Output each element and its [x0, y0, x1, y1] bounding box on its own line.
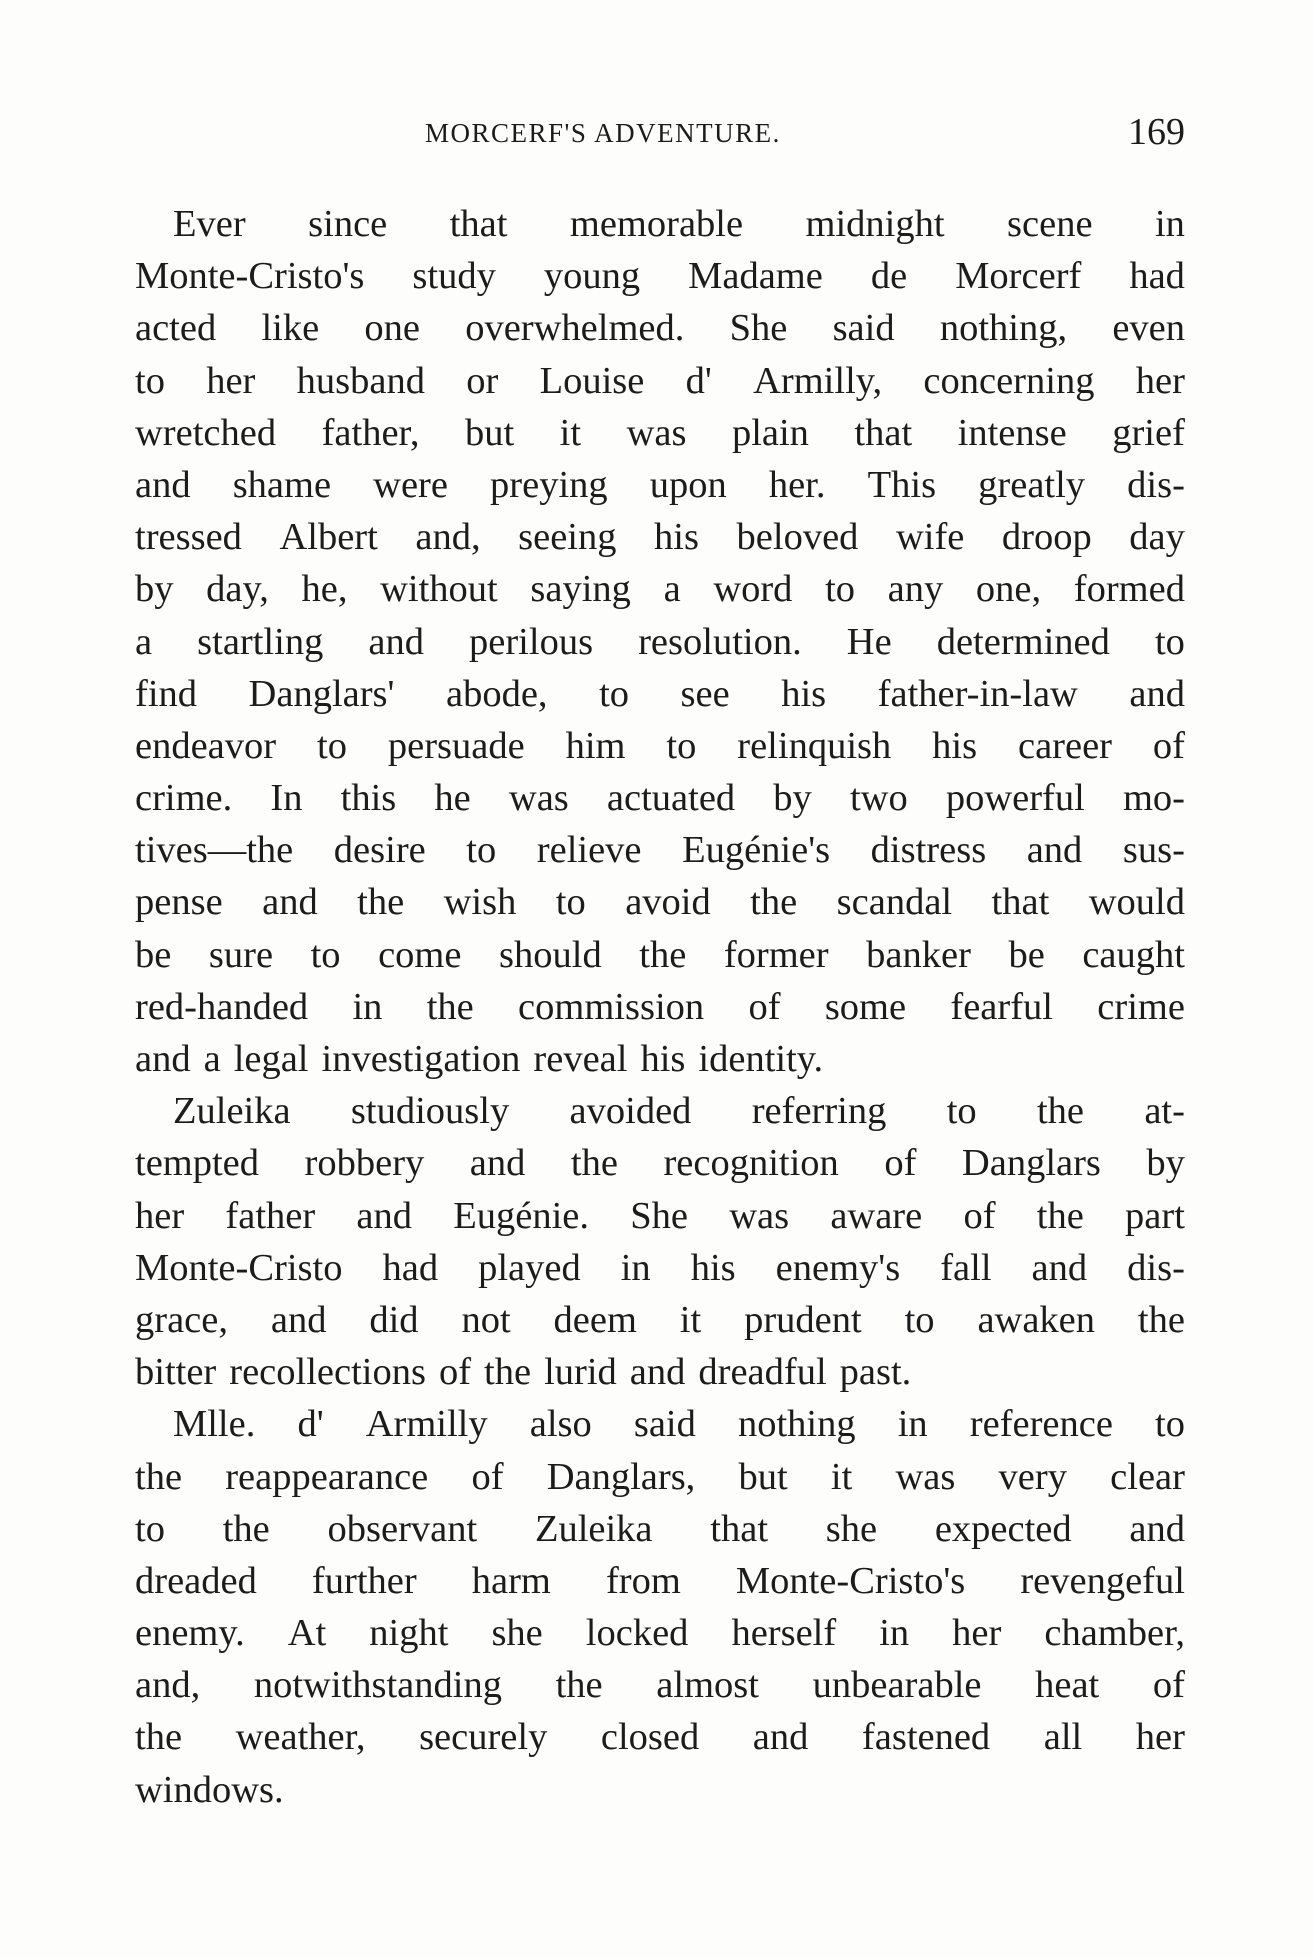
word: powerful: [945, 777, 1085, 820]
word: father-in-law: [877, 672, 1078, 715]
paragraph: [135, 1085, 1185, 1398]
word: night: [369, 1612, 449, 1655]
word: awaken: [977, 1298, 1096, 1341]
word: Monte-Cristo: [135, 1246, 343, 1289]
text-line: [135, 407, 1185, 459]
word: dis-: [1127, 1246, 1185, 1289]
word: the: [1036, 1090, 1084, 1133]
word: the: [750, 881, 798, 924]
word: in: [1154, 203, 1185, 245]
word: saying: [530, 568, 631, 611]
body-text: [135, 198, 1185, 1816]
word: father: [225, 1194, 316, 1237]
word: would: [1088, 881, 1185, 924]
word: to: [825, 568, 856, 611]
word: scandal: [836, 881, 953, 924]
word: of: [748, 985, 781, 1028]
word: the: [555, 1664, 603, 1707]
word: and: [1129, 1507, 1185, 1550]
word: the: [426, 985, 474, 1028]
word: father,: [321, 411, 420, 454]
text-line: [135, 250, 1185, 302]
word: Armilly,: [753, 359, 883, 402]
word: reveal: [533, 1038, 628, 1080]
word: relinquish: [737, 724, 892, 767]
word: concerning: [923, 359, 1095, 402]
word: day: [1129, 516, 1185, 559]
text-line: [135, 1033, 1185, 1085]
word: very: [998, 1455, 1067, 1498]
word: He: [846, 620, 892, 663]
word: formed: [1073, 568, 1185, 611]
text-line: [135, 1242, 1185, 1294]
word: to: [666, 724, 697, 767]
word: find: [135, 672, 198, 715]
text-line: [135, 198, 1185, 250]
text-line: [135, 772, 1185, 824]
word: was: [626, 411, 687, 454]
word: d': [297, 1403, 324, 1446]
word: tives—the: [135, 829, 294, 872]
word: by: [135, 568, 174, 611]
text-line: [135, 1190, 1185, 1242]
word: at-: [1144, 1090, 1185, 1133]
word: to: [135, 359, 165, 402]
word: the: [135, 1455, 183, 1498]
text-line: [135, 459, 1185, 511]
text-line: [135, 1085, 1185, 1137]
word: said: [832, 307, 895, 350]
word: memorable: [569, 203, 744, 245]
word: his: [932, 724, 978, 767]
word: abode,: [445, 672, 548, 715]
word: it: [830, 1455, 853, 1498]
word: also: [529, 1403, 592, 1446]
word: Danglars: [961, 1142, 1101, 1185]
word: her: [1135, 1716, 1185, 1759]
word: unbearable: [812, 1664, 982, 1707]
word: Albert: [279, 516, 378, 559]
text-line: [135, 720, 1185, 772]
word: seeing: [518, 516, 617, 559]
word: or: [466, 359, 499, 402]
word: from: [605, 1559, 681, 1602]
word: expected: [934, 1507, 1072, 1550]
word: a: [203, 1038, 221, 1080]
word: This: [867, 463, 937, 506]
word: of: [884, 1142, 917, 1185]
word: overwhelmed.: [465, 307, 685, 350]
word: to: [555, 881, 586, 924]
word: past.: [839, 1351, 912, 1394]
word: of: [1152, 1664, 1185, 1707]
text-line: [135, 1346, 1185, 1398]
word: desire: [333, 829, 426, 872]
word: Monte-Cristo's: [735, 1559, 966, 1602]
word: to: [904, 1298, 935, 1341]
word: to: [1154, 620, 1185, 663]
paragraph: [135, 198, 1185, 1085]
word: come: [378, 933, 462, 976]
word: that: [854, 411, 913, 454]
word: her: [206, 359, 256, 402]
word: plain: [731, 411, 809, 454]
word: tempted: [135, 1142, 260, 1185]
word: in: [352, 985, 383, 1028]
word: weather,: [235, 1716, 366, 1759]
word: had: [1129, 255, 1185, 298]
text-line: [135, 511, 1185, 563]
word: Zuleika: [173, 1090, 291, 1133]
word: nothing,: [939, 307, 1068, 350]
word: in: [620, 1246, 651, 1289]
word: the: [222, 1507, 270, 1550]
word: Armilly: [365, 1403, 488, 1446]
word: had: [382, 1246, 439, 1289]
word: did: [369, 1298, 419, 1341]
text-line: [135, 824, 1185, 876]
word: preying: [490, 463, 608, 506]
word: word: [713, 568, 793, 611]
word: a: [135, 620, 153, 663]
word: avoid: [625, 881, 711, 924]
running-title: MORCERF'S ADVENTURE.: [425, 118, 781, 148]
word: grace,: [135, 1298, 228, 1341]
word: to: [317, 724, 347, 767]
word: two: [849, 777, 908, 820]
word: clear: [1110, 1455, 1185, 1498]
word: but: [738, 1455, 788, 1498]
word: and: [1026, 829, 1083, 872]
text-line: [135, 929, 1185, 981]
word: all: [1043, 1716, 1083, 1759]
word: crime: [1097, 985, 1185, 1028]
text-line: [135, 1555, 1185, 1607]
word: should: [499, 933, 602, 976]
word: and: [356, 1194, 412, 1237]
word: and: [262, 881, 318, 924]
word: and: [1129, 672, 1185, 715]
word: Madame: [688, 255, 823, 298]
word: determined: [936, 620, 1110, 663]
word: her: [135, 1194, 185, 1237]
word: caught: [1082, 933, 1185, 976]
word: was: [729, 1194, 790, 1237]
text-line: [135, 1137, 1185, 1189]
text-line: [135, 981, 1185, 1033]
word: notwithstanding: [253, 1664, 502, 1707]
word: wretched: [135, 411, 277, 454]
word: it: [679, 1298, 702, 1341]
word: startling: [197, 620, 324, 663]
word: a: [663, 568, 681, 611]
word: day,: [206, 568, 269, 611]
word: fearful: [950, 985, 1053, 1028]
word: Morcerf: [955, 255, 1082, 298]
text-line: [135, 1659, 1185, 1711]
word: commission: [518, 985, 705, 1028]
word: red-handed: [135, 985, 309, 1028]
word: and: [469, 1142, 526, 1185]
word: Danglars,: [546, 1455, 696, 1498]
word: the: [484, 1351, 532, 1394]
word: her.: [768, 463, 826, 506]
word: young: [543, 255, 641, 298]
word: not: [461, 1298, 511, 1341]
word: her: [952, 1612, 1002, 1655]
word: fastened: [861, 1716, 991, 1759]
word: de: [870, 255, 908, 298]
word: locked: [585, 1612, 689, 1655]
word: Eugénie's: [682, 829, 831, 872]
word: and: [270, 1298, 327, 1341]
word: droop: [1001, 516, 1092, 559]
word: Ever: [173, 203, 246, 245]
text-line: [135, 1711, 1185, 1763]
word: it: [559, 411, 582, 454]
word: sus-: [1122, 829, 1185, 872]
word: perilous: [469, 620, 594, 663]
word: she: [825, 1507, 878, 1550]
word: his: [690, 1246, 736, 1289]
word: his: [781, 672, 827, 715]
word: resolution.: [638, 620, 802, 663]
word: to: [1155, 1403, 1185, 1446]
word: Louise: [539, 359, 645, 402]
word: him: [565, 724, 626, 767]
word: Mlle.: [173, 1403, 256, 1446]
word: of: [438, 1351, 472, 1394]
word: recollections: [229, 1351, 426, 1394]
word: career: [1018, 724, 1112, 767]
word: that: [991, 881, 1050, 924]
word: to: [466, 829, 497, 872]
text-line: [135, 1451, 1185, 1503]
word: Danglars': [248, 672, 395, 715]
word: one: [364, 307, 420, 350]
word: to: [135, 1507, 165, 1550]
word: She: [729, 307, 788, 350]
word: In: [270, 777, 303, 820]
word: herself: [731, 1612, 837, 1655]
word: further: [311, 1559, 417, 1602]
word: one,: [975, 568, 1042, 611]
word: tressed: [135, 516, 242, 559]
word: heat: [1035, 1664, 1100, 1707]
word: dis-: [1127, 463, 1185, 506]
word: and: [1031, 1246, 1088, 1289]
word: enemy's: [775, 1246, 901, 1289]
word: the: [570, 1142, 618, 1185]
word: dreadful: [698, 1351, 827, 1394]
word: he,: [301, 568, 348, 611]
word: aware: [830, 1194, 923, 1237]
word: actuated: [606, 777, 736, 820]
word: were: [373, 463, 448, 506]
word: Monte-Cristo's: [135, 255, 365, 298]
word: relieve: [536, 829, 642, 872]
word: she: [491, 1612, 543, 1655]
word: sure: [208, 933, 274, 976]
word: of: [963, 1194, 996, 1237]
word: reference: [969, 1403, 1113, 1446]
word: prudent: [744, 1298, 862, 1341]
word: said: [633, 1403, 696, 1446]
word: fall: [940, 1246, 992, 1289]
word: persuade: [387, 724, 525, 767]
word: her: [1135, 359, 1185, 402]
word: robbery: [304, 1142, 425, 1185]
word: his: [654, 516, 699, 559]
word: to: [599, 672, 630, 715]
word: d': [685, 359, 712, 402]
word: to: [310, 933, 341, 976]
word: almost: [656, 1664, 759, 1707]
page-number: 169: [1128, 111, 1185, 153]
word: identity.: [698, 1038, 824, 1080]
word: since: [308, 203, 388, 245]
word: and,: [415, 516, 481, 559]
text-line: [135, 1294, 1185, 1346]
text-line: [135, 668, 1185, 720]
word: bitter: [135, 1351, 217, 1394]
word: studiously: [350, 1090, 510, 1133]
word: he: [434, 777, 471, 820]
word: played: [478, 1246, 581, 1289]
word: and: [135, 1038, 191, 1080]
word: without: [380, 568, 498, 611]
word: be: [135, 933, 172, 976]
word: acted: [135, 307, 217, 350]
word: former: [723, 933, 829, 976]
word: midnight: [805, 203, 945, 245]
word: that: [449, 203, 508, 245]
word: pense: [135, 881, 223, 924]
text-line: [135, 1764, 1185, 1816]
word: but: [464, 411, 515, 454]
word: that: [710, 1507, 769, 1550]
word: She: [630, 1194, 688, 1237]
word: the: [357, 881, 405, 924]
word: crime.: [135, 777, 233, 820]
word: nothing: [737, 1403, 856, 1446]
word: and: [368, 620, 424, 663]
running-head: [135, 110, 1185, 160]
word: chamber,: [1044, 1612, 1185, 1655]
word: this: [340, 777, 397, 820]
word: and: [752, 1716, 809, 1759]
word: referring: [751, 1090, 887, 1133]
word: was: [895, 1455, 956, 1498]
word: enemy.: [135, 1612, 245, 1655]
word: observant: [327, 1507, 478, 1550]
text-line: [135, 1503, 1185, 1555]
word: lurid: [544, 1351, 617, 1394]
word: see: [680, 672, 730, 715]
word: grief: [1112, 411, 1185, 454]
text-line: [135, 1398, 1185, 1450]
word: windows.: [135, 1768, 284, 1811]
word: closed: [600, 1716, 700, 1759]
text-line: [135, 616, 1185, 668]
word: to: [946, 1090, 977, 1133]
word: the: [1036, 1194, 1084, 1237]
word: of: [471, 1455, 504, 1498]
word: intense: [957, 411, 1067, 454]
word: of: [1152, 724, 1185, 767]
word: dreaded: [135, 1559, 257, 1602]
word: his: [640, 1038, 686, 1080]
word: by: [773, 777, 812, 820]
word: reappearance: [225, 1455, 429, 1498]
word: legal: [233, 1038, 309, 1080]
word: the: [135, 1716, 183, 1759]
word: Eugénie.: [453, 1194, 589, 1237]
word: be: [1008, 933, 1045, 976]
text-line: [135, 302, 1185, 354]
text-line: [135, 1607, 1185, 1659]
word: avoided: [569, 1090, 692, 1133]
word: investigation: [321, 1038, 521, 1080]
word: deem: [553, 1298, 637, 1341]
word: the: [639, 933, 687, 976]
word: and: [629, 1351, 686, 1394]
word: Zuleika: [534, 1507, 653, 1550]
word: scene: [1007, 203, 1093, 245]
paragraph: [135, 1398, 1185, 1816]
word: wife: [895, 516, 965, 559]
text-line: [135, 876, 1185, 928]
text-line: [135, 563, 1185, 615]
word: the: [1137, 1298, 1185, 1341]
word: recognition: [663, 1142, 839, 1185]
word: At: [287, 1612, 327, 1655]
word: study: [412, 255, 496, 298]
word: by: [1146, 1142, 1185, 1185]
word: part: [1125, 1194, 1185, 1237]
word: was: [508, 777, 569, 820]
word: even: [1112, 307, 1185, 350]
word: in: [897, 1403, 928, 1446]
word: upon: [649, 463, 727, 506]
word: wish: [443, 881, 517, 924]
word: any: [887, 568, 944, 611]
word: and,: [135, 1664, 201, 1707]
word: greatly: [978, 463, 1086, 506]
word: like: [261, 307, 320, 350]
word: banker: [866, 933, 971, 976]
word: revengeful: [1020, 1559, 1185, 1602]
word: in: [879, 1612, 910, 1655]
word: husband: [296, 359, 425, 402]
word: beloved: [736, 516, 859, 559]
word: and: [135, 463, 191, 506]
word: distress: [870, 829, 987, 872]
word: securely: [419, 1716, 548, 1759]
word: harm: [471, 1559, 551, 1602]
text-line: [135, 355, 1185, 407]
word: shame: [232, 463, 332, 506]
word: some: [824, 985, 907, 1028]
word: endeavor: [135, 724, 277, 767]
word: mo-: [1122, 777, 1185, 820]
